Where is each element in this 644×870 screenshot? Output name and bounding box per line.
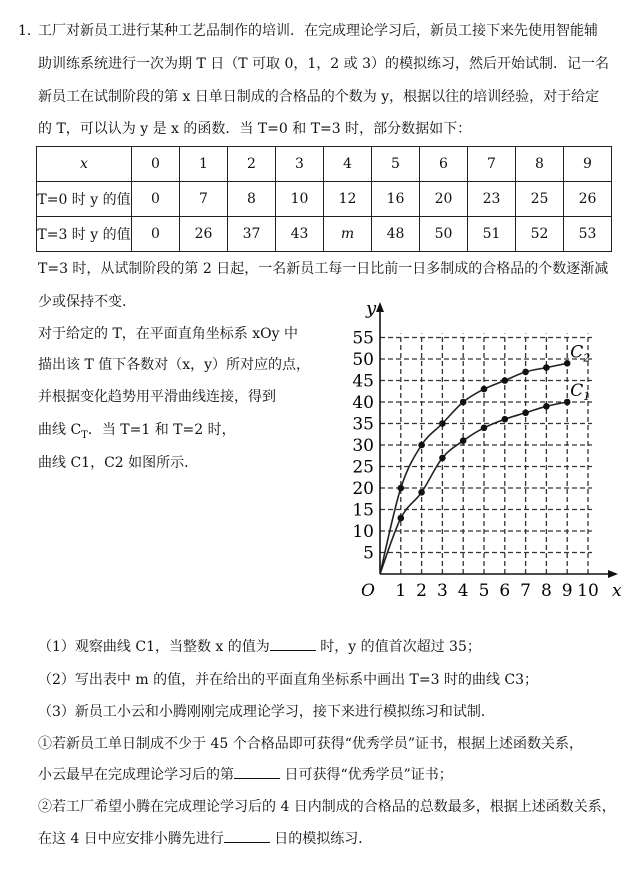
intro-line-4: 的 T，可以认为 y 是 x 的函数．当 T=0 和 T=3 时，部分数据如下： (38, 121, 472, 137)
data-point-c2 (522, 369, 529, 376)
y-tick-label: 15 (352, 500, 374, 521)
series-label-c1: $C_1$ (570, 381, 591, 403)
table-cell: 2 (228, 147, 276, 182)
answer-blank (234, 764, 280, 779)
y-tick-label: 10 (352, 522, 374, 542)
question-2: （2）写出表中 m 的值，并在给出的平面直角坐标系中画出 T=3 时的曲线 C3； (38, 672, 539, 688)
coordinate-chart (345, 296, 637, 602)
table-cell: 7 (180, 182, 228, 217)
data-point-c1 (398, 515, 405, 522)
table-cell: 50 (420, 217, 468, 252)
table-cell: 26 (564, 182, 612, 217)
series-line-c2 (380, 363, 567, 574)
question-3-part-2-line-2 (38, 828, 644, 850)
table-cell: 10 (276, 182, 324, 217)
table-row (37, 217, 612, 252)
question-1-post: 时，y 的值首次超过 35； (320, 639, 481, 655)
answer-blank (224, 828, 270, 843)
table-cell: 1 (180, 147, 228, 182)
question-1 (38, 636, 644, 658)
y-axis-label: y (366, 298, 377, 319)
y-tick-label: 45 (352, 371, 374, 392)
table-cell: m (324, 217, 372, 252)
answer-blank (270, 636, 316, 651)
table-cell: 43 (276, 217, 324, 252)
x-tick-label: 7 (520, 581, 532, 601)
data-point-c2 (460, 399, 467, 406)
table-cell: x (37, 147, 132, 182)
table-cell: 16 (372, 182, 420, 217)
problem-number: 1． (18, 23, 41, 39)
x-axis-arrow (608, 570, 618, 578)
table-cell: 0 (132, 217, 180, 252)
x-tick-label: 4 (457, 581, 469, 601)
data-point-c1 (439, 455, 446, 462)
y-tick-label: 50 (352, 350, 374, 370)
table-cell: 48 (372, 217, 420, 252)
data-table (36, 146, 612, 252)
side-text-line-5: 曲线 C1，C2 如图所示． (38, 455, 199, 471)
side-text-line-4-sub: T (81, 429, 88, 441)
table-cell: 25 (516, 182, 564, 217)
table-cell: 20 (420, 182, 468, 217)
table-cell: 7 (468, 147, 516, 182)
table-cell: 8 (516, 147, 564, 182)
data-point-c2 (439, 420, 446, 427)
table-cell: 23 (468, 182, 516, 217)
data-point-c1 (543, 403, 550, 410)
data-point-c1 (460, 437, 467, 444)
question-3-part-2-pre: 在这 4 日中应安排小腾先进行 (38, 831, 224, 847)
table-header-row (37, 147, 612, 182)
question-3-part-1-pre: 小云最早在完成理论学习后的第 (38, 767, 234, 783)
side-text-line-4-main: 曲线 C (38, 422, 82, 438)
x-tick-label: 2 (416, 581, 428, 601)
question-3-part-1-line-2 (38, 764, 644, 786)
y-tick-label: 20 (352, 479, 374, 499)
after-table-line-2: 少或保持不变． (38, 294, 136, 310)
data-point-c1 (522, 409, 529, 416)
origin-label: O (361, 581, 375, 601)
data-point-c2 (543, 364, 550, 371)
table-cell: 5 (372, 147, 420, 182)
y-tick-label: 30 (352, 436, 374, 456)
table-cell: 52 (516, 217, 564, 252)
data-point-c1 (502, 416, 509, 423)
x-tick-label: 3 (436, 581, 448, 601)
table-cell: 37 (228, 217, 276, 252)
side-text-line-4-rest: ．当 T=1 和 T=2 时， (87, 422, 236, 438)
intro-line-2: 助训练系统进行一次为期 T 日（T 可取 0，1，2 或 3）的模拟练习，然后开始试制．记一名 (38, 56, 610, 72)
data-point-c2 (502, 377, 509, 384)
question-3-part-1-post: 日可获得“优秀学员”证书； (284, 767, 453, 783)
table-cell: 9 (564, 147, 612, 182)
table-cell: T=0 时 y 的值 (37, 182, 132, 217)
data-point-c2 (418, 442, 425, 449)
table-cell: 53 (564, 217, 612, 252)
table-cell: 26 (180, 217, 228, 252)
x-tick-label: 5 (478, 581, 490, 601)
table-cell: 51 (468, 217, 516, 252)
data-point-c1 (418, 489, 425, 496)
table-cell: 4 (324, 147, 372, 182)
series-label-c2: $C_2$ (570, 342, 591, 365)
table-row (37, 182, 612, 217)
table-cell: 0 (132, 147, 180, 182)
x-tick-label: 6 (499, 581, 511, 601)
side-text-line-2: 描出该 T 值下各数对（x，y）所对应的点， (38, 357, 311, 373)
table-cell: 3 (276, 147, 324, 182)
intro-line-1: 工厂对新员工进行某种工艺品制作的培训．在完成理论学习后，新员工接下来先使用智能辅 (38, 23, 598, 39)
y-tick-label: 5 (363, 543, 374, 564)
side-text-line-3: 并根据变化趋势用平滑曲线连接，得到 (38, 389, 276, 405)
data-point-c1 (481, 425, 488, 432)
y-tick-label: 40 (352, 393, 374, 413)
question-1-pre: （1）观察曲线 C1，当整数 x 的值为 (38, 639, 270, 655)
question-3: （3）新员工小云和小腾刚刚完成理论学习，接下来进行模拟练习和试制． (38, 704, 495, 720)
y-axis-arrow (376, 302, 384, 312)
table-cell: 8 (228, 182, 276, 217)
table-cell: 0 (132, 182, 180, 217)
y-tick-label: 35 (352, 414, 374, 435)
intro-line-3: 新员工在试制阶段的第 x 日单日制成的合格品的个数为 y，根据以往的培训经验，对于给定 (38, 89, 600, 105)
y-tick-label: 25 (352, 457, 374, 478)
x-tick-label: 1 (395, 581, 407, 601)
x-tick-label: 10 (577, 581, 599, 601)
x-axis-label: x (612, 581, 622, 601)
table-cell: 12 (324, 182, 372, 217)
x-tick-label: 9 (561, 581, 573, 601)
question-3-part-1: ①若新员工单日制成不少于 45 个合格品即可获得“优秀学员”证书，根据上述函数关系， (38, 736, 584, 752)
table-cell: 6 (420, 147, 468, 182)
x-tick-label: 8 (540, 581, 552, 601)
question-3-part-2: ②若工厂希望小腾在完成理论学习后的 4 日内制成的合格品的总数最多，根据上述函数关系， (38, 799, 616, 815)
y-tick-label: 55 (352, 328, 374, 349)
data-point-c2 (481, 386, 488, 393)
side-text-line-1: 对于给定的 T，在平面直角坐标系 xOy 中 (38, 326, 298, 342)
question-3-part-2-post: 日的模拟练习． (274, 831, 373, 847)
after-table-line-1: T=3 时，从试制阶段的第 2 日起，一名新员工每一日比前一日多制成的合格品的个数逐渐减 (38, 261, 609, 277)
data-point-c2 (398, 485, 405, 492)
table-cell: T=3 时 y 的值 (37, 217, 132, 252)
